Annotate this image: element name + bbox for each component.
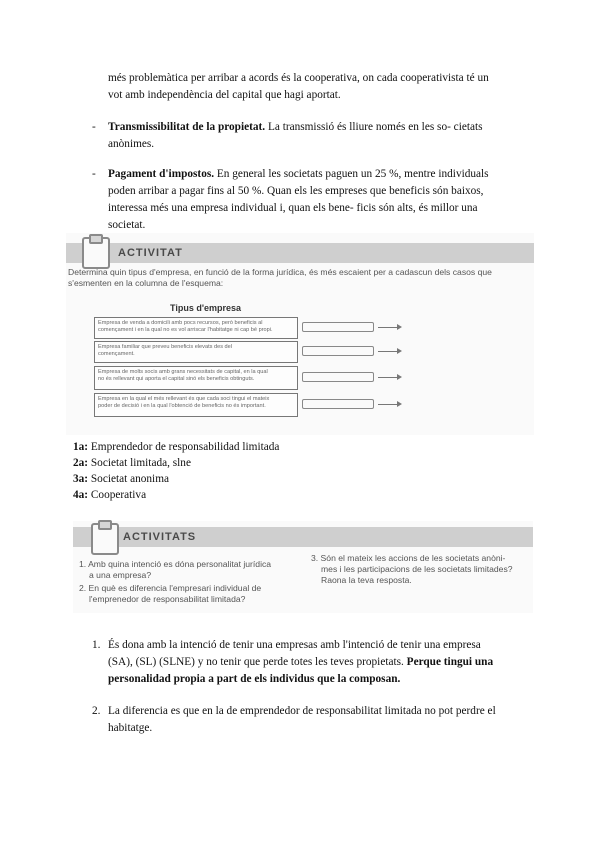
answer-4: 4a: Cooperativa (73, 489, 147, 501)
activity-prompt-line-1: Determina quin tipus d'empresa, en funció de la forma jurídica, és més escaient per a cadascun dels casos que (68, 267, 492, 277)
bullet-transmissibilitat (108, 119, 483, 136)
activity-scan-2 (73, 521, 533, 613)
answer-slot (302, 399, 374, 409)
answer-3: 3a: Societat anonima (73, 473, 169, 485)
bullet-text-line: societat. (108, 219, 146, 231)
bullet-title: Pagament d'impostos. (108, 168, 215, 180)
activity-prompt (68, 267, 532, 289)
clipboard-check-icon (82, 237, 110, 269)
answer-slot (302, 372, 374, 382)
activity-title: ACTIVITATS (123, 531, 197, 543)
activity-scan-1 (66, 233, 534, 435)
response-1-line-3: personalidad propia a part de els individus que la composan. (108, 673, 401, 685)
bullet-impostos (108, 166, 489, 183)
arrow-right-icon (378, 327, 400, 328)
scheme-row: Empresa de molts socis amb grans necessitats de capital, en la qual no és rellevant qui aporta el capital sinó els beneficis obtinguts. (94, 366, 298, 390)
response-2-line-1: La diferencia es que en la de emprendedor de responsabilitat limitada no pot perdre el (108, 705, 496, 717)
scheme-row: Empresa en la qual el més rellevant és que cada soci tingui el mateix poder de decisió i en la qual l'obtenció de beneficis no és important. (94, 393, 298, 417)
bullet-text-line: anònimes. (108, 138, 155, 150)
answer-slot (302, 346, 374, 356)
question-2: 2. En què es diferencia l'empresari individual de l'emprenedor de responsabilitat limitada? (79, 583, 262, 604)
answer-1: 1a: Emprendedor de responsabilidad limitada (73, 441, 280, 453)
scheme-row: Empresa de venda a domicili amb pocs recursos, però beneficis al començament i en la qual no es vol arriscar l'habitatge ni cap bé propi. (94, 317, 298, 339)
bullet-text: La transmissió és lliure només en les so- cietats (265, 121, 483, 133)
activity-prompt-line-2: s'esmenten en la columna de l'esquema: (68, 278, 224, 288)
question-3: 3. Són el mateix les accions de les societats anòni- mes i les participacions de les societats limitades? Raona la teva resposta. (311, 553, 513, 585)
bullet-text-line: interessa més una empresa individual i, quan els bene- ficis són alts, és millor una (108, 202, 478, 214)
arrow-right-icon (378, 404, 400, 405)
bullet-text-line: poden arribar a pagar fins al 50 %. Quan els les empreses que beneficis són baixos, (108, 185, 484, 197)
response-number: 2. (92, 705, 101, 717)
bullet-text: En general les societats paguen un 25 %, mentre individuals (214, 168, 489, 180)
intro-line-1: més problemàtica per arribar a acords és la cooperativa, on cada cooperativista té un (108, 72, 489, 84)
response-1-line-2: (SA), (SL) (SLNE) y no tenir que perde totes les teves propietats. Perque tingui una (108, 656, 494, 668)
question-1: 1. Amb quina intenció es dóna personalitat jurídica a una empresa? (79, 559, 272, 580)
response-1-line-1: És dona amb la intenció de tenir una empresas amb l'intenció de tenir una empresa (108, 639, 481, 651)
response-number: 1. (92, 639, 101, 651)
column-header: Tipus d'empresa (170, 303, 241, 313)
activity-title: ACTIVITAT (118, 247, 183, 259)
response-2-line-2: habitatge. (108, 722, 153, 734)
answer-slot (302, 322, 374, 332)
scheme-row: Empresa familiar que preveu beneficis elevats des del començament. (94, 341, 298, 363)
answer-2: 2a: Societat limitada, slne (73, 457, 191, 469)
bullet-dash: - (92, 168, 96, 180)
clipboard-list-icon (91, 523, 119, 555)
arrow-right-icon (378, 351, 400, 352)
arrow-right-icon (378, 377, 400, 378)
intro-line-2: vot amb independència del capital que hagi aportat. (108, 89, 341, 101)
bullet-title: Transmissibilitat de la propietat. (108, 121, 266, 133)
bullet-dash: - (92, 121, 96, 133)
